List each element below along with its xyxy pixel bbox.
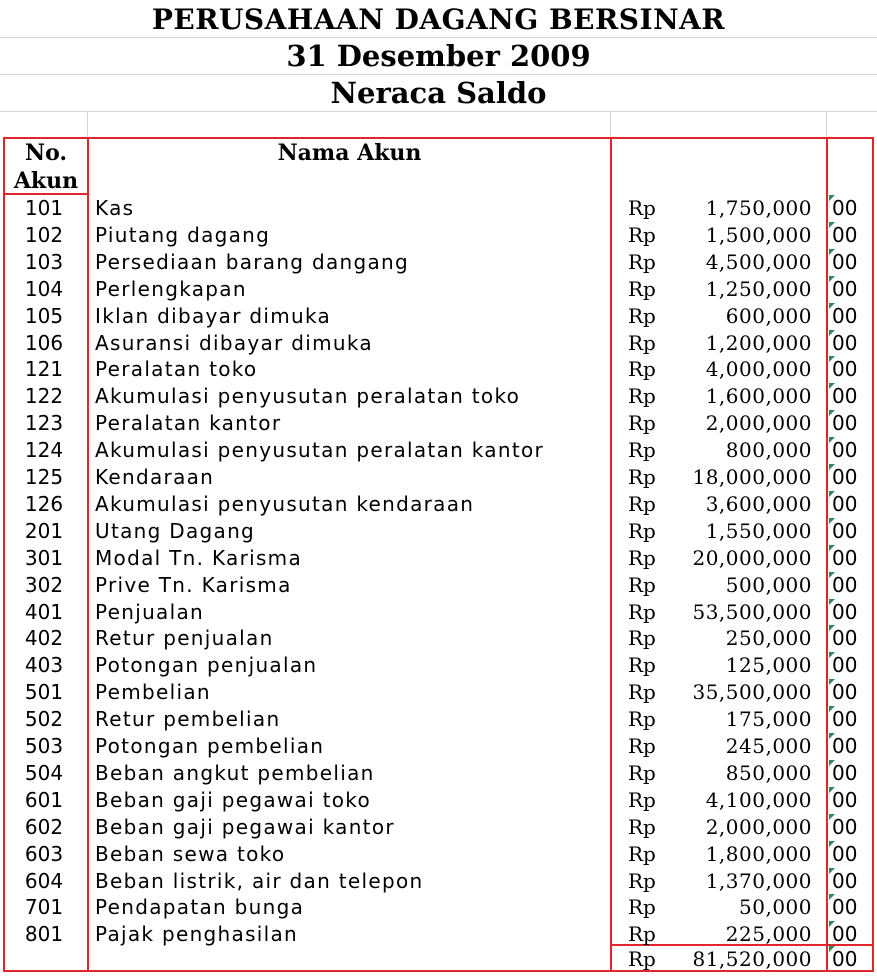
account-amount: 53,500,000 bbox=[692, 599, 812, 624]
account-amount: 3,600,000 bbox=[705, 491, 812, 516]
table-row bbox=[0, 921, 877, 948]
account-decimal: 00 bbox=[832, 357, 858, 382]
currency-label: Rp bbox=[628, 276, 656, 301]
account-decimal: 00 bbox=[832, 895, 858, 920]
table-row bbox=[0, 787, 877, 814]
account-number: 103 bbox=[24, 249, 64, 274]
currency-label: Rp bbox=[628, 303, 656, 328]
account-amount: 1,200,000 bbox=[705, 330, 812, 355]
gridline bbox=[0, 37, 877, 38]
account-name: Kas bbox=[95, 196, 135, 220]
account-decimal: 00 bbox=[832, 760, 858, 785]
account-amount: 125,000 bbox=[725, 653, 812, 678]
report-date: 31 Desember 2009 bbox=[286, 39, 591, 73]
currency-label: Rp bbox=[628, 599, 656, 624]
account-number: 121 bbox=[24, 357, 64, 382]
account-name: Iklan dibayar dimuka bbox=[95, 303, 332, 328]
account-decimal: 00 bbox=[832, 518, 858, 543]
account-name: Akumulasi penyusutan peralatan kantor bbox=[95, 438, 545, 463]
account-number: 123 bbox=[24, 411, 64, 436]
account-name: Perlengkapan bbox=[95, 276, 247, 301]
account-name: Potongan penjualan bbox=[95, 653, 318, 678]
account-decimal: 00 bbox=[832, 491, 858, 516]
currency-label: Rp bbox=[628, 357, 656, 382]
currency-label: Rp bbox=[628, 196, 656, 220]
account-number: 401 bbox=[24, 599, 64, 624]
currency-label: Rp bbox=[628, 249, 656, 274]
gridline bbox=[0, 74, 877, 75]
account-name: Kendaraan bbox=[95, 465, 215, 489]
account-amount: 225,000 bbox=[725, 922, 812, 947]
table-row bbox=[0, 303, 877, 330]
account-amount: 500,000 bbox=[725, 572, 812, 597]
currency-label: Rp bbox=[628, 491, 656, 516]
currency-label: Rp bbox=[628, 922, 656, 947]
table-row bbox=[0, 195, 877, 222]
account-number: 301 bbox=[24, 545, 64, 570]
account-amount: 1,500,000 bbox=[705, 222, 812, 247]
currency-label: Rp bbox=[628, 518, 656, 543]
account-number: 501 bbox=[24, 680, 64, 705]
account-name: Utang Dagang bbox=[95, 518, 256, 543]
account-name: Peralatan kantor bbox=[95, 411, 282, 436]
table-row bbox=[0, 868, 877, 895]
currency-label: Rp bbox=[628, 438, 656, 463]
account-name: Prive Tn. Karisma bbox=[95, 572, 292, 597]
account-decimal: 00 bbox=[832, 330, 858, 355]
account-name: Modal Tn. Karisma bbox=[95, 545, 303, 570]
table-row bbox=[0, 706, 877, 733]
table-row bbox=[0, 330, 877, 357]
account-decimal: 00 bbox=[832, 276, 858, 301]
account-name: Beban gaji pegawai toko bbox=[95, 787, 371, 812]
account-amount: 1,370,000 bbox=[705, 868, 812, 893]
account-amount: 2,000,000 bbox=[705, 814, 812, 839]
currency-label: Rp bbox=[628, 411, 656, 436]
account-name: Beban sewa toko bbox=[95, 841, 286, 866]
table-row bbox=[0, 572, 877, 599]
currency-label: Rp bbox=[628, 572, 656, 597]
account-decimal: 00 bbox=[832, 868, 858, 893]
account-name: Retur penjualan bbox=[95, 626, 274, 651]
table-row bbox=[0, 518, 877, 545]
table-row bbox=[0, 733, 877, 760]
account-decimal: 00 bbox=[832, 599, 858, 624]
currency-label: Rp bbox=[628, 680, 656, 705]
gridline bbox=[826, 111, 827, 138]
table-row bbox=[0, 356, 877, 383]
currency-label: Rp bbox=[628, 814, 656, 839]
account-decimal: 00 bbox=[832, 545, 858, 570]
account-amount: 4,000,000 bbox=[705, 357, 812, 382]
account-number: 302 bbox=[24, 572, 64, 597]
account-amount: 18,000,000 bbox=[692, 465, 812, 489]
account-number: 502 bbox=[24, 707, 64, 732]
account-decimal: 00 bbox=[832, 707, 858, 732]
currency-label: Rp bbox=[628, 545, 656, 570]
table-row bbox=[0, 679, 877, 706]
account-amount: 50,000 bbox=[739, 895, 812, 920]
table-border-top bbox=[3, 137, 874, 139]
currency-label: Rp bbox=[628, 384, 656, 409]
account-decimal: 00 bbox=[832, 572, 858, 597]
account-amount: 250,000 bbox=[725, 626, 812, 651]
account-amount: 175,000 bbox=[725, 707, 812, 732]
currency-label: Rp bbox=[628, 707, 656, 732]
currency-label: Rp bbox=[628, 626, 656, 651]
account-name: Persediaan barang dangang bbox=[95, 249, 410, 274]
company-title: PERUSAHAAN DAGANG BERSINAR bbox=[151, 3, 726, 36]
total-row bbox=[0, 946, 877, 973]
total-decimal: 00 bbox=[832, 947, 858, 971]
account-number: 106 bbox=[24, 330, 64, 355]
table-row bbox=[0, 491, 877, 518]
table-row bbox=[0, 625, 877, 652]
account-decimal: 00 bbox=[832, 303, 858, 328]
account-number: 125 bbox=[24, 465, 64, 489]
account-number: 201 bbox=[24, 518, 64, 543]
account-number: 603 bbox=[24, 841, 64, 866]
currency-label: Rp bbox=[628, 465, 656, 489]
account-number: 601 bbox=[24, 787, 64, 812]
account-decimal: 00 bbox=[832, 734, 858, 758]
account-decimal: 00 bbox=[832, 196, 858, 220]
gridline bbox=[610, 111, 611, 138]
account-number: 503 bbox=[24, 734, 64, 758]
gridline bbox=[0, 111, 877, 112]
currency-label: Rp bbox=[628, 330, 656, 355]
currency-label: Rp bbox=[628, 734, 656, 758]
table-row bbox=[0, 652, 877, 679]
table-row bbox=[0, 383, 877, 410]
account-number: 102 bbox=[24, 222, 64, 247]
account-number: 126 bbox=[24, 491, 64, 516]
account-decimal: 00 bbox=[832, 787, 858, 812]
account-amount: 1,750,000 bbox=[705, 196, 812, 220]
account-name: Pajak penghasilan bbox=[95, 922, 299, 947]
table-row bbox=[0, 599, 877, 626]
header-akun: Akun bbox=[13, 168, 79, 194]
account-name: Potongan pembelian bbox=[95, 734, 325, 758]
account-number: 122 bbox=[24, 384, 64, 409]
currency-label: Rp bbox=[628, 947, 656, 971]
account-name: Pendapatan bunga bbox=[95, 895, 305, 920]
account-number: 801 bbox=[24, 922, 64, 947]
account-number: 403 bbox=[24, 653, 64, 678]
account-decimal: 00 bbox=[832, 814, 858, 839]
account-decimal: 00 bbox=[832, 438, 858, 463]
account-decimal: 00 bbox=[832, 653, 858, 678]
account-amount: 35,500,000 bbox=[692, 680, 812, 705]
account-name: Penjualan bbox=[95, 599, 205, 624]
account-number: 101 bbox=[24, 196, 64, 220]
account-amount: 1,550,000 bbox=[705, 518, 812, 543]
account-number: 701 bbox=[24, 895, 64, 920]
account-number: 602 bbox=[24, 814, 64, 839]
table-row bbox=[0, 814, 877, 841]
account-amount: 1,800,000 bbox=[705, 841, 812, 866]
account-amount: 2,000,000 bbox=[705, 411, 812, 436]
currency-label: Rp bbox=[628, 841, 656, 866]
account-number: 504 bbox=[24, 760, 64, 785]
account-amount: 850,000 bbox=[725, 760, 812, 785]
account-decimal: 00 bbox=[832, 680, 858, 705]
table-row bbox=[0, 464, 877, 491]
account-decimal: 00 bbox=[832, 384, 858, 409]
account-name: Piutang dagang bbox=[95, 222, 271, 247]
account-decimal: 00 bbox=[832, 465, 858, 489]
account-decimal: 00 bbox=[832, 626, 858, 651]
total-amount: 81,520,000 bbox=[692, 947, 812, 971]
account-name: Akumulasi penyusutan peralatan toko bbox=[95, 384, 521, 409]
account-number: 604 bbox=[24, 868, 64, 893]
account-decimal: 00 bbox=[832, 922, 858, 947]
account-amount: 245,000 bbox=[725, 734, 812, 758]
account-number: 104 bbox=[24, 276, 64, 301]
account-amount: 1,600,000 bbox=[705, 384, 812, 409]
account-amount: 1,250,000 bbox=[705, 276, 812, 301]
account-name: Pembelian bbox=[95, 680, 211, 705]
table-row bbox=[0, 222, 877, 249]
account-name: Beban gaji pegawai kantor bbox=[95, 814, 395, 839]
currency-label: Rp bbox=[628, 222, 656, 247]
account-name: Beban listrik, air dan telepon bbox=[95, 868, 424, 893]
table-row bbox=[0, 545, 877, 572]
table-row bbox=[0, 841, 877, 868]
gridline bbox=[87, 111, 88, 138]
account-name: Retur pembelian bbox=[95, 707, 281, 732]
account-amount: 20,000,000 bbox=[692, 545, 812, 570]
account-name: Asuransi dibayar dimuka bbox=[95, 330, 373, 355]
account-name: Peralatan toko bbox=[95, 357, 258, 382]
account-amount: 4,500,000 bbox=[705, 249, 812, 274]
account-decimal: 00 bbox=[832, 411, 858, 436]
table-row bbox=[0, 760, 877, 787]
table-row bbox=[0, 276, 877, 303]
account-name: Beban angkut pembelian bbox=[95, 760, 375, 785]
account-amount: 4,100,000 bbox=[705, 787, 812, 812]
table-row bbox=[0, 249, 877, 276]
account-name: Akumulasi penyusutan kendaraan bbox=[95, 491, 475, 516]
report-title: Neraca Saldo bbox=[330, 76, 547, 110]
table-row bbox=[0, 437, 877, 464]
currency-label: Rp bbox=[628, 868, 656, 893]
currency-label: Rp bbox=[628, 787, 656, 812]
table-row bbox=[0, 410, 877, 437]
header-nama-akun: Nama Akun bbox=[277, 140, 422, 166]
currency-label: Rp bbox=[628, 895, 656, 920]
account-amount: 600,000 bbox=[725, 303, 812, 328]
account-number: 402 bbox=[24, 626, 64, 651]
table-row bbox=[0, 894, 877, 921]
currency-label: Rp bbox=[628, 653, 656, 678]
account-number: 105 bbox=[24, 303, 64, 328]
account-number: 124 bbox=[24, 438, 64, 463]
header-no: No. bbox=[24, 140, 68, 166]
account-decimal: 00 bbox=[832, 841, 858, 866]
account-amount: 800,000 bbox=[725, 438, 812, 463]
currency-label: Rp bbox=[628, 760, 656, 785]
account-decimal: 00 bbox=[832, 222, 858, 247]
account-decimal: 00 bbox=[832, 249, 858, 274]
